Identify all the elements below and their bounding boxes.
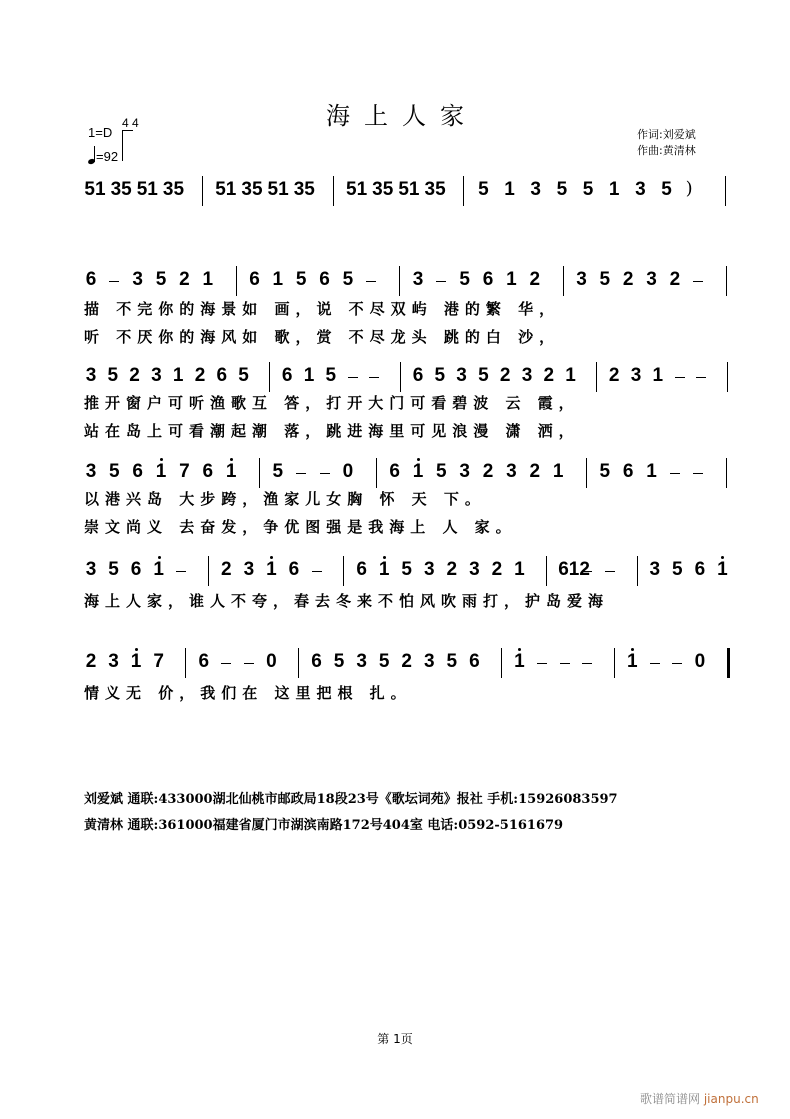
note: 3 — [85, 461, 97, 482]
note: 1 — [552, 461, 564, 482]
note: 5 — [238, 365, 249, 386]
note: 6 — [202, 461, 214, 482]
note: 0 — [266, 651, 277, 672]
note: 5 — [672, 559, 683, 580]
note: 3 — [423, 559, 435, 580]
page-number: 第 1页 — [377, 1032, 413, 1046]
note: 5 — [333, 651, 345, 672]
note: 5 — [108, 559, 119, 580]
note: 5 — [272, 461, 284, 482]
note: 35 — [241, 179, 263, 200]
extension-dash — [369, 377, 379, 378]
note: 6 — [288, 559, 300, 580]
barline — [376, 458, 377, 488]
note: 5 — [582, 179, 594, 200]
barline — [298, 648, 299, 678]
note: 2 — [401, 651, 412, 672]
note: 6 — [622, 461, 634, 482]
note: 3 — [646, 269, 657, 290]
note: 6 — [356, 559, 367, 580]
note: 1 — [155, 461, 167, 482]
extension-dash — [296, 473, 306, 474]
note: 5 — [155, 269, 167, 290]
note: 5 — [459, 269, 470, 290]
barline — [269, 362, 270, 392]
note: 1 — [626, 651, 638, 672]
barline — [727, 362, 728, 392]
note: 2 — [669, 269, 681, 290]
note: 1 — [646, 461, 657, 482]
note: 612 — [558, 559, 590, 580]
note: 5 — [599, 269, 611, 290]
note: 1 — [266, 559, 277, 580]
extension-dash — [348, 377, 358, 378]
barline — [463, 176, 464, 206]
extension-dash — [672, 663, 682, 664]
barline — [185, 648, 186, 678]
note: 6 — [85, 269, 97, 290]
note: 1 — [378, 559, 390, 580]
extension-dash — [320, 473, 330, 474]
note: 3 — [635, 179, 646, 200]
note: 2 — [491, 559, 503, 580]
extension-dash — [366, 281, 376, 282]
note: 6 — [389, 461, 400, 482]
note: 5 — [378, 651, 390, 672]
note: 2 — [482, 461, 494, 482]
note: 51 — [215, 179, 237, 200]
note: 1 — [565, 365, 576, 386]
final-barline — [727, 648, 730, 678]
note: 5 — [107, 365, 119, 386]
note: 6 — [412, 365, 424, 386]
extension-dash — [244, 663, 254, 664]
note: 3 — [630, 365, 642, 386]
extension-dash — [582, 663, 592, 664]
time-signature-top: 4 — [122, 116, 129, 130]
note: 1 — [172, 365, 184, 386]
barline — [596, 362, 597, 392]
note: 5 — [478, 365, 489, 386]
note: 3 — [356, 651, 367, 672]
barline — [726, 266, 727, 296]
extension-dash — [582, 571, 592, 572]
note: 3 — [151, 365, 162, 386]
note: 1 — [225, 461, 237, 482]
note: 3 — [412, 269, 424, 290]
note: 6 — [249, 269, 260, 290]
contact-composer: 黄清林 通联:361000福建省厦门市湖滨南路172号404室 电话:0592-5161679 — [84, 818, 564, 833]
note: 6 — [469, 651, 480, 672]
note: 6 — [132, 461, 143, 482]
note: 1 — [412, 461, 424, 482]
extension-dash — [670, 473, 680, 474]
extension-dash — [693, 281, 703, 282]
note: 5 — [436, 461, 447, 482]
note: 2 — [608, 365, 620, 386]
note: 5 — [342, 269, 354, 290]
extension-dash — [675, 377, 685, 378]
note: 1 — [506, 269, 517, 290]
note: 3 — [423, 651, 435, 672]
note: 3 — [85, 365, 97, 386]
barline — [725, 176, 726, 206]
barline — [202, 176, 203, 206]
note: 2 — [446, 559, 458, 580]
note: 6 — [319, 269, 330, 290]
note: 2 — [179, 269, 190, 290]
note: 2 — [543, 365, 555, 386]
note: 5 — [661, 179, 672, 200]
note: 35 — [110, 179, 132, 200]
note: 5 — [295, 269, 307, 290]
note: 51 — [346, 179, 368, 200]
note: 2 — [529, 461, 541, 482]
note: 51 — [84, 179, 106, 200]
note: 0 — [694, 651, 706, 672]
watermark: 歌谱简谱网 jianpu.cn — [640, 1092, 759, 1106]
lyrics-verse-1: 情义无 价，我们在 这里把根 扎。 — [84, 684, 412, 702]
lyrics-verse-1: 以港兴岛 大步跨，渔家儿女胸 怀 天 下。 — [84, 490, 486, 508]
barline — [236, 266, 237, 296]
note: 1 — [153, 559, 164, 580]
note: 1 — [717, 559, 728, 580]
note: 1 — [272, 269, 284, 290]
note: 7 — [179, 461, 190, 482]
extension-dash — [693, 473, 703, 474]
barline — [399, 266, 400, 296]
barline — [546, 556, 547, 586]
lyrics-verse-1: 海上人家，谁人不夸，春去冬来不怕风吹雨打，护岛爱海 — [84, 592, 610, 610]
extension-dash — [221, 663, 231, 664]
time-signature — [122, 116, 139, 130]
composer: 作曲:黄清林 — [637, 144, 696, 157]
close-paren: ) — [685, 178, 693, 199]
note: 0 — [342, 461, 354, 482]
note: 6 — [216, 365, 228, 386]
credits — [637, 127, 696, 159]
note: 2 — [129, 365, 140, 386]
note: 6 — [482, 269, 494, 290]
note: 35 — [372, 179, 394, 200]
key-signature: 1=D — [88, 125, 113, 140]
extension-dash — [650, 663, 660, 664]
note: 3 — [649, 559, 661, 580]
extension-dash — [312, 571, 322, 572]
note: 3 — [469, 559, 480, 580]
note: 5 — [599, 461, 611, 482]
note: 3 — [108, 651, 119, 672]
note: 3 — [85, 559, 97, 580]
note: 5 — [446, 651, 458, 672]
note: 6 — [311, 651, 322, 672]
quarter-note-icon — [88, 148, 96, 164]
lyricist: 作词:刘爱斌 — [637, 128, 696, 141]
lyrics-verse-1: 描 不完你的海景如 画，说 不尽双屿 港的繁 华， — [84, 300, 561, 318]
repeat-barline — [726, 458, 727, 488]
barline — [208, 556, 209, 586]
note: 2 — [85, 651, 97, 672]
barline — [259, 458, 260, 488]
note: 3 — [576, 269, 587, 290]
barline — [343, 556, 344, 586]
note: 35 — [293, 179, 315, 200]
note: 6 — [198, 651, 210, 672]
note: 3 — [459, 461, 470, 482]
extension-dash — [560, 663, 570, 664]
barline — [563, 266, 564, 296]
extension-dash — [696, 377, 706, 378]
note: 35 — [424, 179, 446, 200]
note: 5 — [478, 179, 489, 200]
note: 1 — [514, 559, 525, 580]
note: 6 — [281, 365, 293, 386]
note: 5 — [434, 365, 446, 386]
note: 3 — [243, 559, 255, 580]
note: 51 — [267, 179, 289, 200]
note: 1 — [303, 365, 315, 386]
lyrics-verse-2: 崇文尚义 去奋发，争优图强是我海上 人 家。 — [84, 518, 517, 536]
note: 2 — [499, 365, 511, 386]
note: 1 — [504, 179, 515, 200]
extension-dash — [605, 571, 615, 572]
note: 1 — [514, 651, 525, 672]
note: 1 — [652, 365, 664, 386]
note: 2 — [221, 559, 232, 580]
barline — [400, 362, 401, 392]
note: 3 — [506, 461, 517, 482]
note: 51 — [398, 179, 420, 200]
song-title: 海上人家 — [326, 102, 478, 130]
barline — [614, 648, 615, 678]
extension-dash — [109, 281, 119, 282]
lyrics-verse-1: 推开窗户可听渔歌互 答，打开大门可看碧波 云 霞， — [84, 394, 580, 412]
barline — [637, 556, 638, 586]
time-signature-bottom: 4 — [132, 116, 139, 130]
note: 3 — [530, 179, 541, 200]
note: 6 — [694, 559, 706, 580]
extension-dash — [436, 281, 446, 282]
barline — [333, 176, 334, 206]
note: 2 — [622, 269, 634, 290]
extension-dash — [176, 571, 186, 572]
note: 7 — [153, 651, 164, 672]
note: 3 — [132, 269, 143, 290]
barline — [586, 458, 587, 488]
note: 2 — [194, 365, 206, 386]
note: 6 — [130, 559, 142, 580]
note: 3 — [456, 365, 467, 386]
note: 1 — [202, 269, 214, 290]
lyrics-verse-2: 站在岛上可看潮起潮 落，跳进海里可见浪漫 潇 洒， — [84, 422, 580, 440]
note: 51 — [136, 179, 158, 200]
lyrics-verse-2: 听 不厌你的海风如 歌，赏 不尽龙头 跳的白 沙， — [84, 328, 561, 346]
tempo-marking: =92 — [88, 148, 118, 164]
note: 5 — [556, 179, 568, 200]
note: 5 — [401, 559, 412, 580]
note: 1 — [608, 179, 620, 200]
extension-dash — [537, 663, 547, 664]
note: 1 — [130, 651, 142, 672]
note: 3 — [521, 365, 533, 386]
note: 5 — [109, 461, 120, 482]
note: 35 — [162, 179, 185, 200]
barline — [501, 648, 502, 678]
note: 5 — [325, 365, 337, 386]
note: 2 — [529, 269, 541, 290]
contact-lyricist: 刘爱斌 通联:433000湖北仙桃市邮政局18段23号《歌坛词苑》报社 手机:15926083597 — [84, 792, 618, 807]
